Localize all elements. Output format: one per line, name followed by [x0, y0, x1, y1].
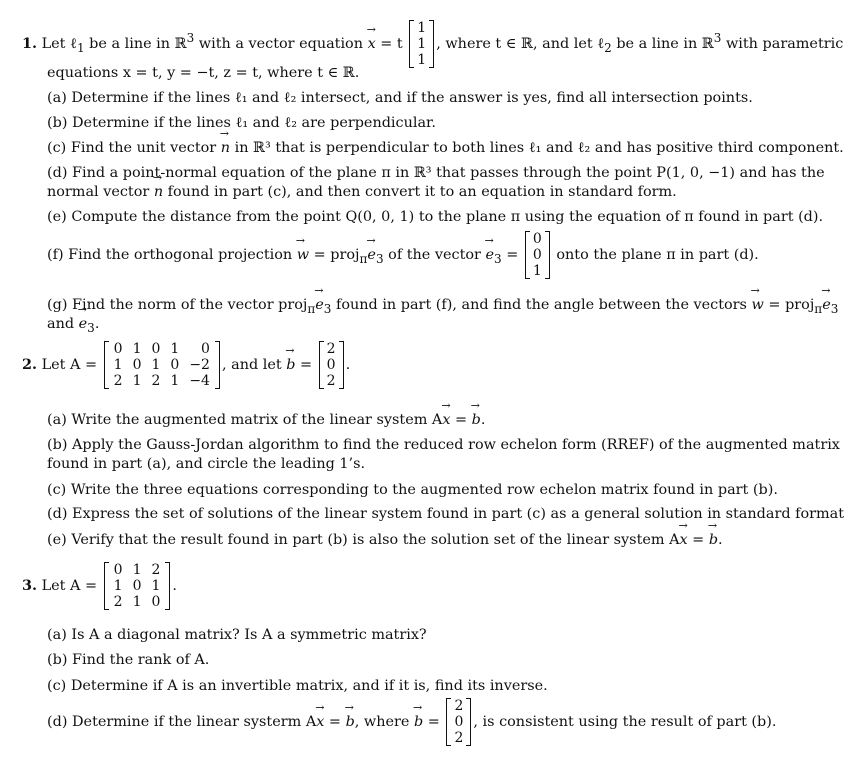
p2-e-post: .	[718, 532, 723, 548]
p1-3-sub: 3	[375, 251, 384, 266]
p2-m21: 1	[132, 373, 142, 389]
p2-a-b-vector: → b	[472, 411, 481, 430]
p2-e-eq: =	[687, 532, 709, 548]
p3-m21: 1	[132, 594, 142, 610]
p1-g-3-sub-2: 3	[830, 301, 839, 316]
p2-e-x-vector: → x	[679, 531, 687, 550]
p2-and-let: , and let	[221, 357, 287, 373]
p1-text-f: with parametric	[721, 36, 844, 52]
p2-m23: 1	[170, 373, 180, 389]
p2-b-2: 2	[326, 373, 336, 389]
p3-m00: 0	[113, 562, 123, 578]
p1-f-pre: (f) Find the orthogonal projection	[47, 247, 297, 263]
p2-e-b-vector: → b	[709, 531, 718, 550]
problem-3-number: 3.	[22, 577, 38, 594]
p1-text-c: with a vector equation	[194, 36, 368, 52]
problem-3-statement	[22, 562, 177, 610]
p2-part-c: (c) Write the three equations corresponding to the augmented row echelon matrix found in part (b).	[47, 482, 778, 498]
p1-g-e-vector-2: → e	[822, 296, 831, 315]
p1-vec-0: 1	[417, 20, 427, 36]
p2-m00: 0	[113, 341, 123, 357]
p1-line2: equations x = t, y = −t, z = t, where t ∈ ℝ.	[47, 65, 360, 81]
p1-g2-pre: and	[47, 316, 79, 332]
p2-b-1: 0	[326, 357, 336, 373]
p1-g2-post: .	[94, 316, 100, 332]
p1-part-b: (b) Determine if the lines ℓ₁ and ℓ₂ are perpendicular.	[47, 115, 436, 131]
p1-vec-2: 1	[417, 52, 427, 68]
p3-m01: 1	[132, 562, 142, 578]
p3-d-b-vector: → b	[346, 713, 355, 732]
p1-f-mid2: of the vector	[383, 247, 486, 263]
p3-m11: 0	[132, 578, 142, 594]
p3-b-1: 0	[454, 714, 464, 730]
p2-m04: 0	[201, 341, 210, 357]
p2-a-x-vector: → x	[442, 411, 450, 430]
p1-n-vector-2: → n	[154, 183, 163, 202]
problem-1-statement	[22, 20, 843, 68]
p1-pi-sub: π	[359, 251, 368, 266]
p3-part-d	[47, 698, 776, 746]
problem-1-number: 1.	[22, 35, 38, 52]
p2-m14: −2	[189, 357, 210, 373]
p1-c-pre: (c) Find the unit vector	[47, 140, 221, 156]
p2-part-d: (d) Express the set of solutions of the linear system found in part (c) as a general solution in standard format	[47, 506, 844, 522]
p2-a-pre: (a) Write the augmented matrix of the linear system A	[47, 412, 443, 428]
p1-3-sub-2: 3	[494, 251, 502, 266]
p1-g-pi-sub: π	[307, 301, 316, 316]
p1-g-e-vector: → e	[315, 296, 324, 315]
p1-f-eq: =	[501, 247, 523, 263]
p2-eq: =	[295, 357, 317, 373]
p1-part-g-line1	[47, 296, 838, 319]
p2-m02: 0	[151, 341, 161, 357]
p2-m12: 1	[151, 357, 161, 373]
p2-part-a	[47, 411, 485, 430]
p3-m22: 0	[151, 594, 161, 610]
p2-part-b-line2: found in part (a), and circle the leading 1’s.	[47, 456, 366, 472]
p1-e-vector: → e	[367, 246, 376, 265]
p3-b-2: 2	[454, 730, 464, 746]
p2-m11: 0	[132, 357, 142, 373]
p3-let: Let A =	[41, 578, 102, 594]
p1-text-e: be a line in ℝ	[611, 36, 714, 52]
p1-g1-eq: = proj	[763, 297, 815, 313]
p3-m20: 2	[113, 594, 123, 610]
p1-part-a: (a) Determine if the lines ℓ₁ and ℓ₂ intersect, and if the answer is yes, find all intersection points.	[47, 90, 753, 106]
p3-part-c: (c) Determine if A is an invertible matrix, and if it is, find its inverse.	[47, 678, 548, 694]
p2-m03: 1	[170, 341, 180, 357]
p1-part-c	[47, 139, 844, 158]
p1-sub1: 1	[76, 40, 85, 55]
p2-m01: 1	[132, 341, 142, 357]
p1-w-vector: → w	[297, 246, 309, 265]
p2-b-vector: → b	[286, 356, 295, 375]
p1-part-g-line2	[47, 315, 99, 338]
p1-e3-vector	[525, 231, 550, 279]
p1-text-b: be a line in ℝ	[84, 36, 187, 52]
p1-f-post: onto the plane π in part (d).	[551, 247, 759, 263]
p1-eq-t: = t	[375, 36, 403, 52]
p1-part-d-line1: (d) Find a point-normal equation of the plane π in ℝ³ that passes through the point P(1, 0, −1) and has the	[47, 165, 825, 181]
p1-text-d: , where t ∈ ℝ, and let ℓ	[436, 36, 605, 52]
p1-text-a: Let ℓ	[41, 36, 77, 52]
p1-g-3-sub: 3	[323, 301, 332, 316]
p3-d-post: , is consistent using the result of part (b).	[473, 714, 777, 730]
p1-d2-post: found in part (c), and then convert it to an equation in standard form.	[163, 184, 677, 200]
p3-matrix-a	[104, 562, 171, 610]
p3-m10: 1	[113, 578, 123, 594]
p3-d-eq-2: =	[423, 714, 445, 730]
p2-e-pre: (e) Verify that the result found in part (b) is also the solution set of the linear system A	[47, 532, 680, 548]
p2-matrix-a	[104, 341, 220, 389]
p1-part-f	[47, 231, 759, 279]
p3-end: .	[172, 578, 177, 594]
p1-f-mid: = proj	[309, 247, 360, 263]
p1-e3-0: 0	[532, 231, 542, 247]
p2-end: .	[345, 357, 351, 373]
p3-m12: 1	[151, 578, 161, 594]
p3-d-x-vector: → x	[316, 713, 324, 732]
problem-2-statement	[22, 341, 350, 389]
p1-sup3b: 3	[713, 31, 722, 46]
p2-part-e	[47, 531, 723, 550]
p2-b-vector-values	[319, 341, 344, 389]
p1-part-d-line2	[47, 183, 677, 202]
p2-b-0: 2	[326, 341, 336, 357]
p1-n-vector: → n	[221, 139, 230, 158]
p2-m20: 2	[113, 373, 123, 389]
p1-e3-1: 0	[532, 247, 542, 263]
p1-d2-pre: normal vector	[47, 184, 154, 200]
p1-e-vector-2: → e	[485, 246, 494, 265]
p2-m10: 1	[113, 357, 123, 373]
p3-part-b: (b) Find the rank of A.	[47, 652, 210, 668]
p2-m13: 0	[170, 357, 180, 373]
p2-m22: 2	[151, 373, 161, 389]
problem-2-number: 2.	[22, 356, 38, 373]
p2-m24: −4	[189, 373, 210, 389]
p1-c-post: in ℝ³ that is perpendicular to both lines ℓ₁ and ℓ₂ and has positive third component.	[230, 140, 844, 156]
p1-e3-2: 1	[532, 263, 542, 279]
p1-g2-3-sub: 3	[87, 320, 95, 335]
p1-direction-vector	[409, 20, 434, 68]
p1-g2-e-vector: → e	[79, 315, 88, 334]
p1-sub2: 2	[604, 40, 612, 55]
p1-g1-pre: (g) Find the norm of the vector proj	[47, 297, 308, 313]
p1-sup3: 3	[186, 31, 195, 46]
p3-d-eq: =	[324, 714, 346, 730]
p3-d-b-vector-2: → b	[414, 713, 423, 732]
p3-d-pre: (d) Determine if the linear systerm A	[47, 714, 317, 730]
p3-b-vector-values	[446, 698, 471, 746]
p3-b-0: 2	[454, 698, 464, 714]
p1-x-vector: → x	[368, 35, 376, 54]
p1-part-e: (e) Compute the distance from the point Q(0, 0, 1) to the plane π using the equation of π found in part (d).	[47, 209, 824, 225]
p1-g-pi-sub-2: π	[814, 301, 823, 316]
p2-let: Let A =	[41, 357, 102, 373]
p3-m02: 2	[151, 562, 161, 578]
p3-part-a: (a) Is A a diagonal matrix? Is A a symmetric matrix?	[47, 627, 427, 643]
p1-g-w-vector: → w	[752, 296, 764, 315]
p2-a-eq: =	[450, 412, 472, 428]
p3-d-mid: , where	[354, 714, 415, 730]
p1-g1-mid: found in part (f), and find the angle between the vectors	[331, 297, 752, 313]
p2-a-post: .	[480, 412, 486, 428]
p1-vec-1: 1	[417, 36, 427, 52]
p2-part-b-line1: (b) Apply the Gauss-Jordan algorithm to find the reduced row echelon form (RREF) of the augmented matrix	[47, 437, 840, 453]
